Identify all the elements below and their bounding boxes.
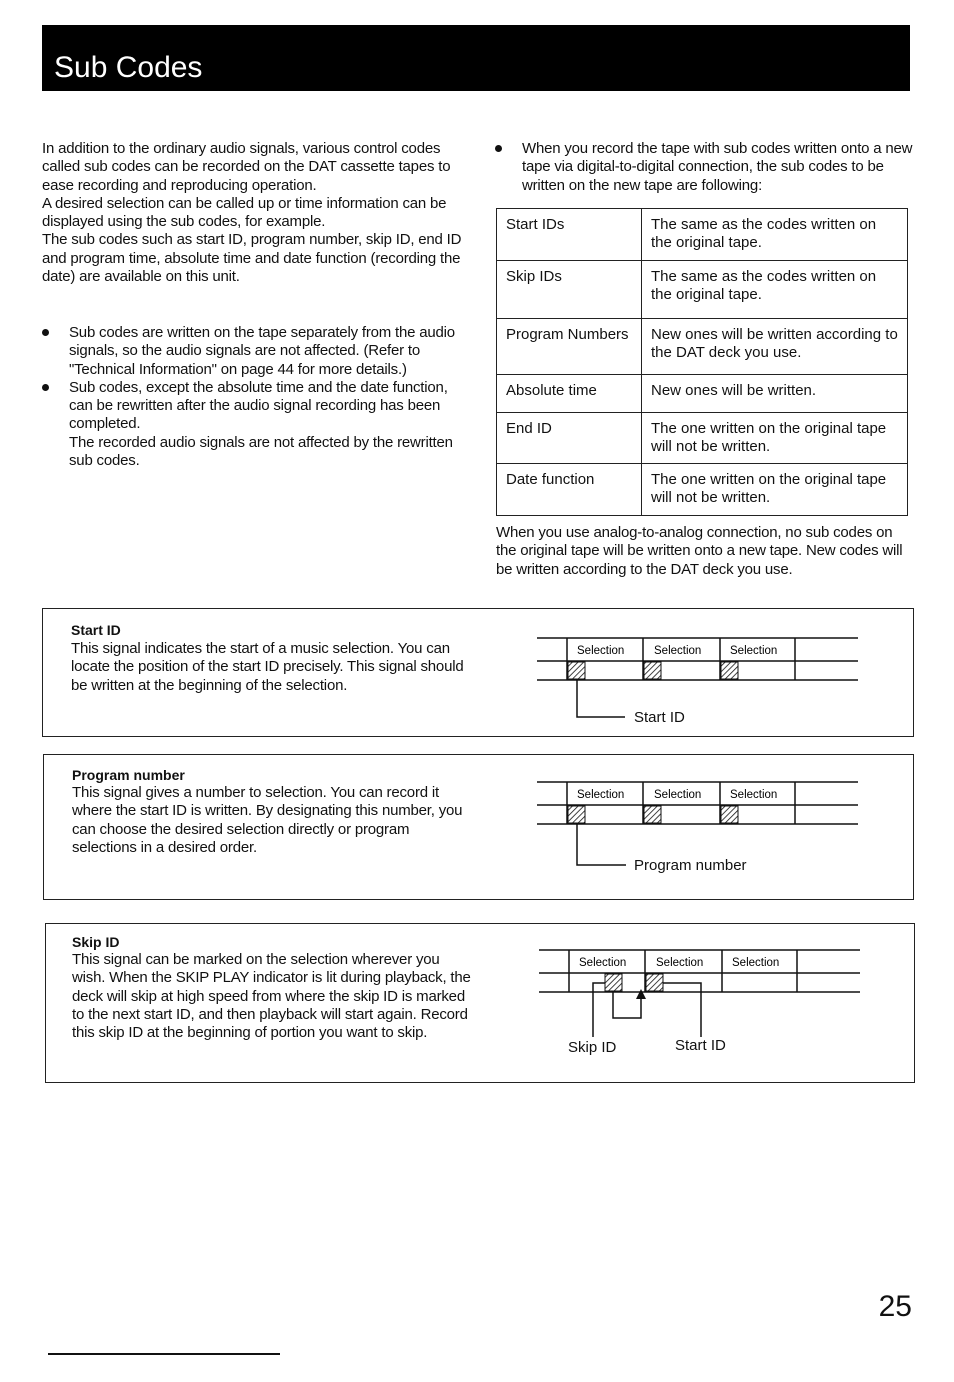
table-cell-desc: The same as the codes written on the original tape.	[642, 209, 908, 261]
box-body: This signal indicates the start of a music selection. You can locate the position of the start ID precisely. This signal should be written at the beginning of the selection.	[71, 640, 464, 694]
table-row	[497, 413, 908, 464]
start-id-label: Start ID	[675, 1037, 726, 1054]
page-number: 25	[878, 1290, 912, 1323]
skip-id-box	[45, 923, 915, 1083]
program-number-mark	[644, 806, 661, 823]
table-cell-desc: New ones will be written according to the DAT deck you use.	[642, 319, 908, 375]
footer-rule	[48, 1353, 280, 1355]
bullet-icon	[495, 145, 502, 152]
segment-label: Selection	[730, 645, 778, 657]
start-id-tape-diagram	[533, 633, 863, 733]
segment-label: Selection	[577, 789, 625, 801]
start-id-mark	[721, 662, 738, 679]
table-row	[497, 261, 908, 319]
analog-note: When you use analog-to-analog connection, no sub codes on the original tape will be written onto a new tape. New codes will be written according to the DAT deck you use.	[496, 524, 903, 578]
table-cell-code: Program Numbers	[497, 319, 642, 375]
left-bullet-list	[42, 324, 462, 470]
table-row	[497, 209, 908, 261]
page-header-bar	[42, 25, 910, 91]
list-item	[42, 379, 462, 470]
start-id-mark	[568, 662, 585, 679]
box-body: This signal can be marked on the selection wherever you wish. When the SKIP PLAY indicator is lit during playback, the deck will skip at high speed from where the skip ID is marked to the next start ID, and then playback will start again. Record this skip ID at the beginning of portion you want to skip.	[72, 951, 471, 1042]
table-row	[497, 319, 908, 375]
box-title: Program number	[72, 767, 185, 783]
skip-id-tape-diagram	[535, 945, 865, 1045]
table-cell-desc: The same as the codes written on the original tape.	[642, 261, 908, 319]
skip-id-mark	[605, 974, 622, 991]
start-id-box	[42, 608, 914, 737]
box-title: Start ID	[71, 622, 121, 638]
intro-paragraph: A desired selection can be called up or time information can be displayed using the sub codes, for example.	[42, 194, 447, 231]
box-title: Skip ID	[72, 934, 120, 950]
right-bullet-list	[495, 140, 913, 195]
table-cell-desc: The one written on the original tape will not be written.	[642, 413, 908, 464]
table-cell-desc: New ones will be written.	[642, 375, 908, 413]
page-title: Sub Codes	[54, 51, 203, 84]
segment-label: Selection	[656, 957, 704, 969]
bullet-text: Sub codes, except the absolute time and the date function, can be rewritten after the audio signal recording has been completed.	[69, 378, 448, 433]
segment-label: Selection	[654, 789, 702, 801]
segment-label: Selection	[577, 645, 625, 657]
bullet-text: Sub codes are written on the tape separately from the audio signals, so the audio signals are not affected. (Refer to "Technical Information" on page 44 for more details.)	[69, 324, 455, 378]
sub-code-table	[496, 208, 908, 516]
start-id-label: Start ID	[634, 709, 685, 726]
program-number-box	[43, 754, 914, 900]
intro-paragraph: The sub codes such as start ID, program number, skip ID, end ID and program time, absolute time and date function (recording the date) are available on this unit.	[42, 231, 462, 286]
bullet-icon	[42, 329, 49, 336]
start-id-mark	[646, 974, 663, 991]
segment-label: Selection	[654, 645, 702, 657]
program-number-mark	[568, 806, 585, 823]
list-item	[495, 140, 913, 195]
bullet-icon	[42, 384, 49, 391]
table-row	[497, 463, 908, 515]
bullet-text: When you record the tape with sub codes written onto a new tape via digital-to-digital connection, the sub codes to be written on the new tape are following:	[522, 140, 913, 194]
bullet-extra-text: The recorded audio signals are not affected by the rewritten sub codes.	[69, 433, 453, 470]
skip-id-label: Skip ID	[568, 1039, 617, 1056]
table-cell-code: Absolute time	[497, 375, 642, 413]
intro-text	[42, 140, 462, 286]
table-cell-code: End ID	[497, 413, 642, 464]
intro-paragraph: In addition to the ordinary audio signals, various control codes called sub codes can be recorded on the DAT cassette tapes to ease recording and reproducing operation.	[42, 140, 451, 194]
box-body: This signal gives a number to selection. You can record it where the start ID is written. By designating this number, you can choose the desired selection directly or program selections in a desired order.	[72, 784, 463, 856]
table-cell-desc: The one written on the original tape will not be written.	[642, 463, 908, 515]
program-number-label: Program number	[634, 857, 747, 874]
program-number-mark	[721, 806, 738, 823]
segment-label: Selection	[732, 957, 780, 969]
segment-label: Selection	[579, 957, 627, 969]
table-cell-code: Start IDs	[497, 209, 642, 261]
table-cell-code: Date function	[497, 463, 642, 515]
table-cell-code: Skip IDs	[497, 261, 642, 319]
list-item	[42, 324, 462, 379]
segment-label: Selection	[730, 789, 778, 801]
start-id-mark	[644, 662, 661, 679]
table-row	[497, 375, 908, 413]
